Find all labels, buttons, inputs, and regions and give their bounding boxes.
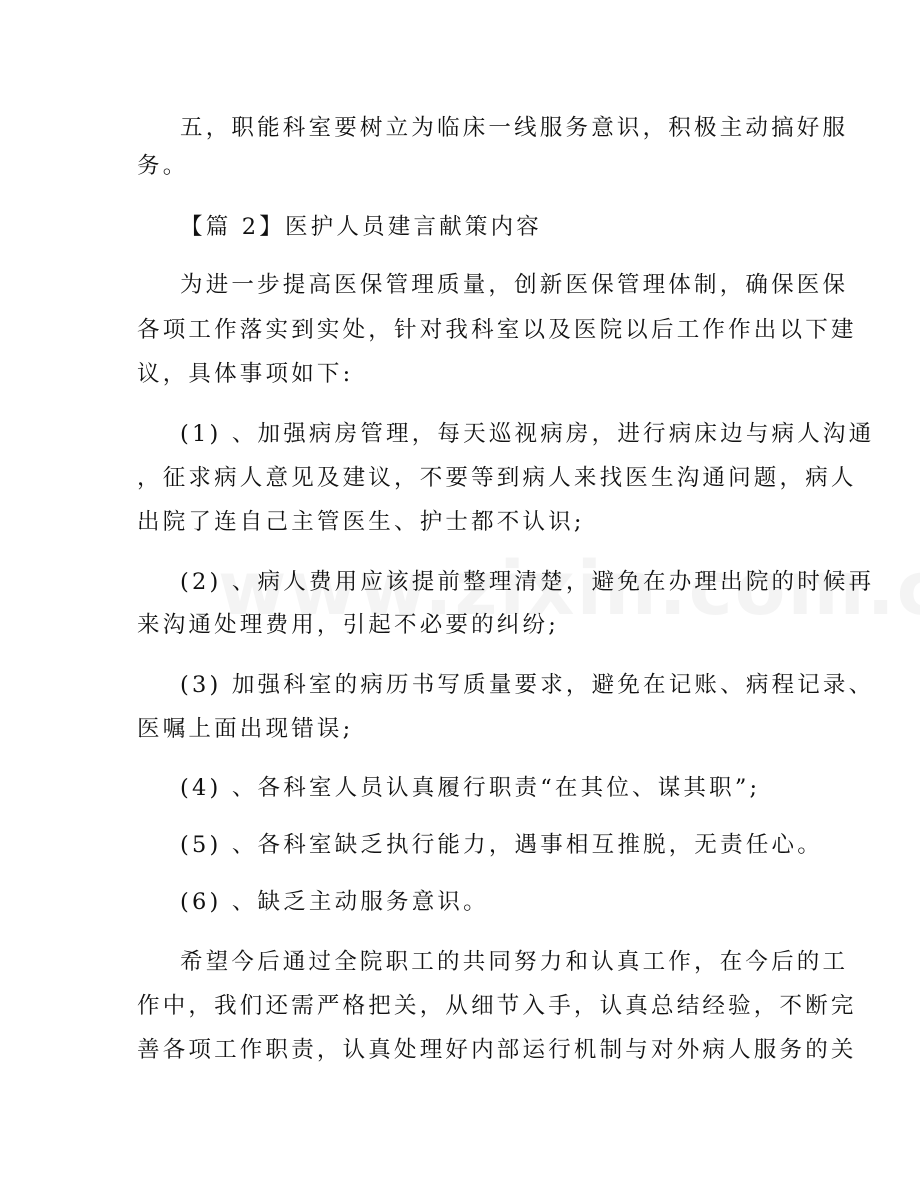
item-6: (6) 、缺乏主动服务意识。: [180, 889, 489, 915]
item-4: (4) 、各科室人员认真履行职责“在其位、谋其职”;: [180, 775, 761, 801]
paragraph-1-line-2: 务。: [137, 153, 189, 179]
item-3-line-2: 医嘱上面出现错误;: [137, 716, 354, 742]
item-1-line-2: ，征求病人意见及建议，不要等到病人来找医生沟通问题，病人: [137, 465, 857, 491]
section-heading: 【篇 2】医护人员建言献策内容: [180, 214, 542, 240]
item-2-line-1: (2) 、病人费用应该提前整理清楚，避免在办理出院的时候再: [180, 569, 875, 595]
item-1-line-1: (1) 、加强病房管理，每天巡视病房，进行病床边与病人沟通: [180, 421, 875, 447]
paragraph-2-line-1: 为进一步提高医保管理质量，创新医保管理体制，确保医保: [180, 272, 849, 298]
item-5: (5) 、各科室缺乏执行能力，遇事相互推脱，无责任心。: [180, 832, 823, 858]
item-1-line-3: 出院了连自己主管医生、护士都不认识;: [137, 509, 585, 535]
paragraph-1-line-1: 五，职能科室要树立为临床一线服务意识，积极主动搞好服: [180, 115, 849, 141]
paragraph-2-line-2: 各项工作落实到实处，针对我科室以及医院以后工作作出以下建: [137, 317, 857, 343]
paragraph-3-line-2: 作中，我们还需严格把关，从细节入手，认真总结经验，不断完: [137, 993, 857, 1019]
item-3-line-1: (3) 加强科室的病历书写质量要求，避免在记账、病程记录、: [180, 672, 875, 698]
paragraph-3-line-3: 善各项工作职责，认真处理好内部运行机制与对外病人服务的关: [137, 1037, 857, 1063]
paragraph-3-line-1: 希望今后通过全院职工的共同努力和认真工作，在今后的工: [180, 949, 849, 975]
item-2-line-2: 来沟通处理费用，引起不必要的纠纷;: [137, 612, 559, 638]
paragraph-2-line-3: 议，具体事项如下:: [137, 361, 354, 387]
